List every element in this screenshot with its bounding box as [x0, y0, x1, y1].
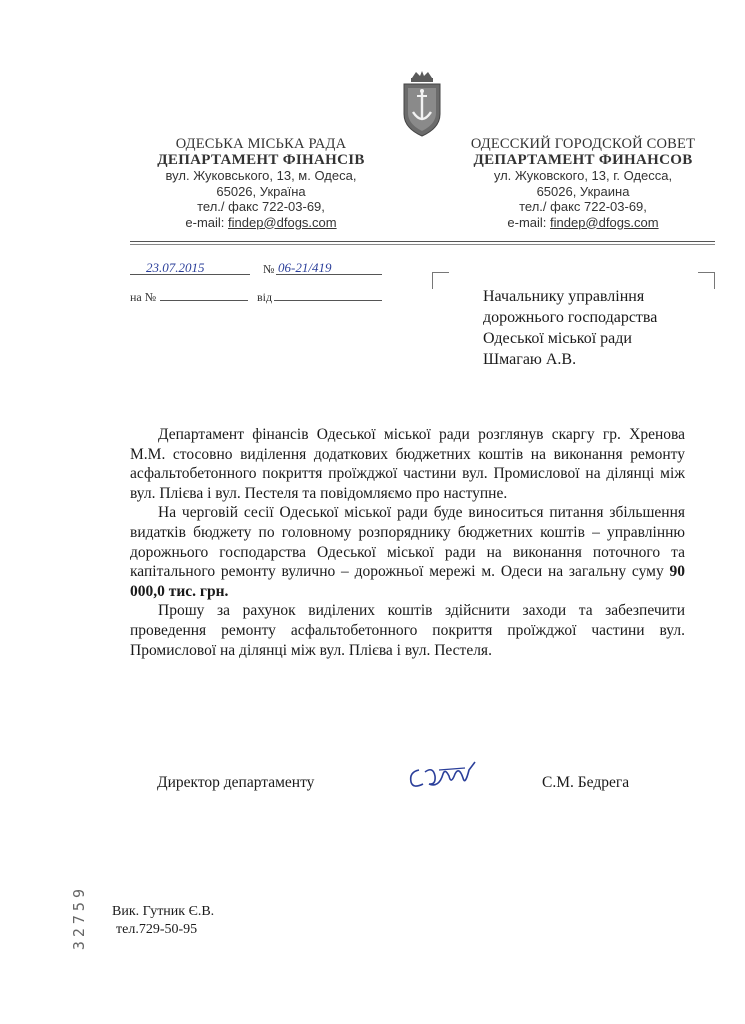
from-date-label: від	[257, 290, 273, 304]
addressee-line1: Начальнику управління	[483, 288, 645, 305]
email-link-ru[interactable]: findep@dfogs.com	[550, 214, 659, 230]
header-left	[130, 137, 392, 230]
registration-date: 23.07.2015	[146, 260, 205, 275]
council-name-ru: ОДЕССКИЙ ГОРОДСКОЙ СОВЕТ	[470, 136, 696, 152]
from-date-field	[274, 286, 382, 301]
addressee-block	[483, 286, 657, 370]
registration-number: 06-21/419	[278, 260, 332, 275]
addressee-line3: Одеської міської ради	[483, 330, 632, 347]
council-name-ua: ОДЕСЬКА МІСЬКА РАДА	[175, 136, 347, 152]
date-field	[130, 260, 250, 275]
email-label-ua: e-mail:	[185, 214, 229, 230]
number-field	[276, 260, 382, 275]
letter-body	[130, 425, 685, 660]
email-link-ua[interactable]: findep@dfogs.com	[228, 214, 337, 230]
email-label-ru: e-mail:	[507, 214, 551, 230]
reply-to-label: на №	[130, 290, 157, 304]
department-name-ru: ДЕПАРТАМЕНТ ФИНАНСОВ	[473, 151, 693, 168]
email-ua-line	[130, 215, 392, 231]
body-paragraph-2-text: На черговій сесії Одеської міської ради буде виноситься питання збільшення видатків бюджету по головному розпоряднику бюджетних коштів – управлінню дорожнього господарства Одеської міської ради на виконання поточного та капітального ремонту вулично – дорожньої мережі м. Одеси на загальну суму	[130, 504, 685, 581]
department-name-ua: ДЕПАРТАМЕНТ ФІНАНСІВ	[157, 151, 365, 168]
addressee-line4: Шмагаю А.В.	[483, 351, 577, 368]
number-label: №	[263, 262, 275, 276]
body-paragraph-2	[130, 503, 685, 601]
address-line1-ua: вул. Жуковського, 13, м. Одеса,	[165, 168, 357, 183]
body-paragraph-3: Прошу за рахунок виділених коштів здійснити заходи та забезпечити проведення ремонту асфальтобетонного покриття проїжджої частини вул. Промислової на ділянці між вул. Плієва і вул. Пестеля.	[130, 602, 685, 659]
incoming-stamp-number: 32759	[70, 885, 88, 951]
coat-of-arms-emblem	[398, 70, 446, 138]
handwritten-signature	[405, 758, 485, 794]
address-corner-left	[432, 272, 449, 289]
header-divider	[130, 241, 715, 242]
email-ru-line	[452, 215, 714, 231]
total-amount: 90 000,0 тис. грн.	[130, 563, 685, 600]
address-line2-ua: 65026, Україна	[216, 183, 306, 199]
phone-ua: тел./ факс 722-03-69,	[197, 199, 325, 214]
phone-ru: тел./ факс 722-03-69,	[519, 199, 647, 214]
address-line2-ru: 65026, Украина	[536, 183, 630, 199]
signatory-title: Директор департаменту	[157, 774, 315, 791]
executor-name: Вик. Гутник Є.В.	[112, 904, 215, 919]
reply-number-field	[160, 286, 248, 301]
body-paragraph-1: Департамент фінансів Одеської міської ради розглянув скаргу гр. Хренова М.М. стосовно виділення додаткових бюджетних коштів на виконання ремонту асфальтобетонного покриття проїжджої частини вул. Промислової на ділянці між вул. Плієва і вул. Пестеля та повідомляємо про наступне.	[130, 426, 685, 502]
addressee-line2: дорожнього господарства	[483, 309, 658, 326]
signatory-name: С.М. Бедрега	[542, 774, 630, 791]
address-corner-right	[698, 272, 715, 289]
executor-phone: тел.729-50-95	[116, 922, 198, 937]
header-divider-thin	[130, 244, 715, 245]
address-line1-ru: ул. Жуковского, 13, г. Одесса,	[493, 168, 673, 183]
header-right	[452, 137, 714, 230]
